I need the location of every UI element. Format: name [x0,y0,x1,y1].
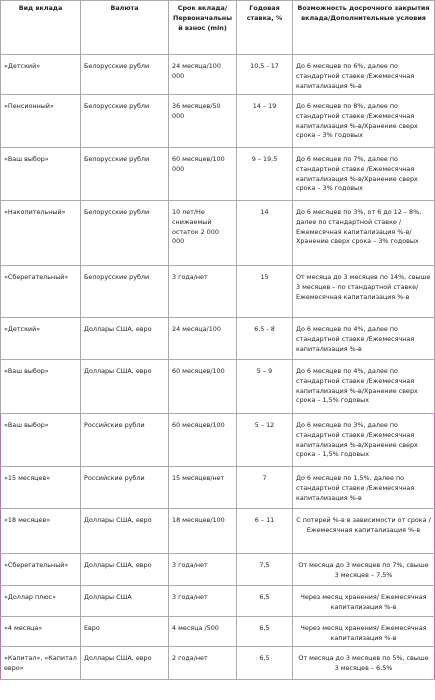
cell-term: 4 месяца /500 [169,617,237,647]
cell-type: «Детский» [1,318,81,360]
table-row [1,467,435,509]
table-row [1,95,435,148]
cell-conditions: От месяца до 3 месяцев по 5%, свыше 3 месяцев – 6,5% [293,647,435,680]
cell-currency: Белорусские рубли [81,201,169,266]
header-rate: Годовая ставка, % [237,1,293,55]
cell-term: 3 года/нет [169,266,237,318]
cell-rate: 6,5 - 8 [237,318,293,360]
cell-rate: 5 – 12 [237,414,293,467]
cell-type: «Пенсионный» [1,95,81,148]
cell-rate: 9 – 19,5 [237,148,293,201]
cell-currency: Доллары США, евро [81,554,169,586]
cell-currency: Белорусские рубли [81,95,169,148]
cell-currency: Российские рубли [81,414,169,467]
header-currency: Валюта [81,1,169,55]
header-conditions: Возможность досрочного закрытия вклада/Дополнительные условия [293,1,435,55]
table-row [1,360,435,414]
cell-type: «Накопительный» [1,201,81,266]
cell-currency: Белорусские рубли [81,55,169,95]
cell-type: «Доллар плюс» [1,586,81,617]
cell-rate: 6,5 [237,586,293,617]
cell-conditions: Через месяц хранения/ Ежемесячная капитализация %-в [293,586,435,617]
header-type: Вид вклада [1,1,81,55]
cell-type: «Ваш выбор» [1,414,81,467]
cell-term: 24 месяца/100 000 [169,55,237,95]
cell-type: «Сберегательный» [1,266,81,318]
cell-type: «Ваш выбор» [1,148,81,201]
cell-type: «Детский» [1,55,81,95]
cell-term: 2 года/нет [169,647,237,680]
cell-conditions: С потерей %-в в зависимости от срока /Ежемесячная капитализация %-в [293,509,435,554]
cell-term: 18 месяцев/100 [169,509,237,554]
cell-conditions: От месяца до 3 месяцев по 14%, свыше 3 месяцев – по стандартной ставке/Ежемесячная капитализация %-в [293,266,435,318]
cell-conditions: До 6 месяцев по 3%, от 6 до 12 – 8%, далее по стандартной ставке /Ежемесячная капитализация %-в/Хранение сверх срока – 3% годовых [293,201,435,266]
cell-type: «18 месяцев» [1,509,81,554]
cell-term: 3 года/нет [169,554,237,586]
cell-term: 60 месяцев/100 000 [169,148,237,201]
cell-conditions: Через месяц хранения/ Ежемесячная капитализация %-в [293,617,435,647]
cell-currency: Евро [81,617,169,647]
cell-currency: Доллары США, евро [81,647,169,680]
cell-conditions: До 6 месяцев по 4%, далее по стандартной ставке /Ежемесячная капитализация %-в/Хранение сверх срока – 1,5% годовых [293,360,435,414]
cell-term: 15 месяцев/нет [169,467,237,509]
table-row [1,509,435,554]
cell-term: 60 месяцев/100 [169,360,237,414]
cell-rate: 10,5 - 17 [237,55,293,95]
cell-type: «4 месяца» [1,617,81,647]
cell-conditions: До 6 месяцев по 3%, далее по стандартной ставке /Ежемесячная капитализация %-в/Хранение сверх срока – 1,5% годовых [293,414,435,467]
cell-currency: Доллары США, евро [81,509,169,554]
table-row [1,266,435,318]
cell-conditions: От месяца до 3 месяцев по 7%, свыше 3 месяцев – 7,5% [293,554,435,586]
table-row [1,55,435,95]
cell-conditions: До 6 месяцев по 6%, далее по стандартной ставке /Ежемесячная капитализация %-в [293,55,435,95]
table-row [1,414,435,467]
cell-rate: 14 [237,201,293,266]
table-row [1,554,435,586]
cell-rate: 6,5 [237,647,293,680]
cell-currency: Доллары США, евро [81,318,169,360]
cell-rate: 6 – 11 [237,509,293,554]
cell-currency: Белорусские рубли [81,148,169,201]
header-term: Срок вклада/ Первоначальный взнос (min) [169,1,237,55]
cell-currency: Доллары США, евро [81,360,169,414]
cell-currency: Доллары США [81,586,169,617]
cell-rate: 14 – 19 [237,95,293,148]
cell-rate: 6,5 [237,617,293,647]
cell-conditions: До 6 месяцев по 1,5%, далее по стандартной ставке /Ежемесячная капитализация %-в [293,467,435,509]
cell-term: 10 лет/Не снижаемый остаток 2 000 000 [169,201,237,266]
cell-rate: 7,5 [237,554,293,586]
table-row [1,647,435,680]
cell-conditions: До 6 месяцев по 7%, далее по стандартной ставке /Ежемесячная капитализация %-в/Хранение сверх срока – 3% годовых [293,148,435,201]
cell-type: «15 месяцев» [1,467,81,509]
table-row [1,617,435,647]
cell-type: «Ваш выбор» [1,360,81,414]
cell-conditions: До 6 месяцев по 8%, далее по стандартной ставке /Ежемесячная капитализация %-в/Хранение сверх срока – 3% годовых [293,95,435,148]
cell-term: 36 месяцев/50 000 [169,95,237,148]
table-row [1,318,435,360]
cell-type: «Капитал», «Капитал евро» [1,647,81,680]
cell-type: «Сберегательный» [1,554,81,586]
cell-currency: Российские рубли [81,467,169,509]
cell-conditions: До 6 месяцев по 4%, далее по стандартной ставке /Ежемесячная капитализация %-в [293,318,435,360]
table-row [1,201,435,266]
table-row [1,586,435,617]
cell-rate: 5 – 9 [237,360,293,414]
cell-term: 3 года/нет [169,586,237,617]
cell-rate: 15 [237,266,293,318]
table-row [1,148,435,201]
cell-rate: 7 [237,467,293,509]
header-row [1,1,435,55]
cell-currency: Белорусские рубли [81,266,169,318]
cell-term: 24 месяца/100 [169,318,237,360]
cell-term: 60 месяцев/100 [169,414,237,467]
